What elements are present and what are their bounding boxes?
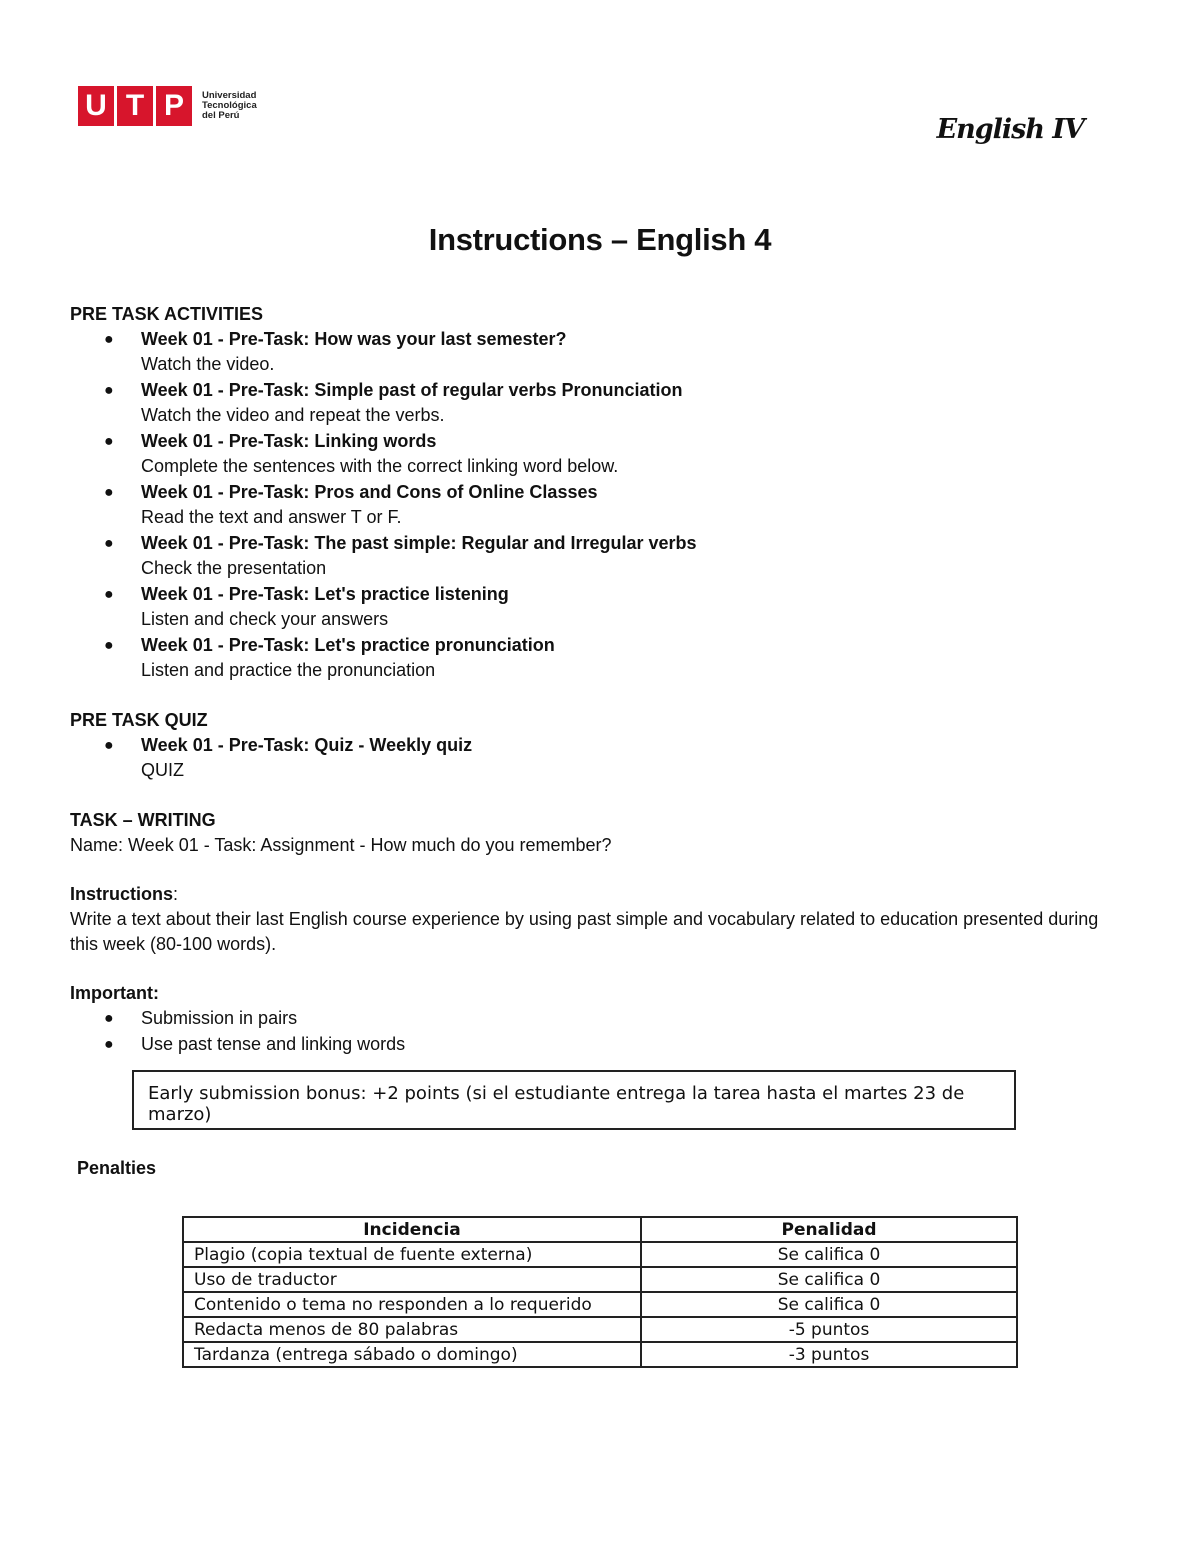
penalties-table: [182, 1216, 1018, 1368]
table-row: [183, 1267, 1017, 1292]
quiz-list: [70, 733, 1130, 783]
column-header: Penalidad: [641, 1217, 1017, 1242]
instructions-label: Instructions: [70, 884, 174, 904]
utp-logo-letters: [78, 86, 195, 126]
logo-university-name: [202, 91, 257, 121]
bullet-icon: ●: [104, 586, 114, 603]
bullet-icon: ●: [104, 1036, 114, 1053]
list-item: [70, 1006, 1130, 1031]
course-label: English IV: [936, 114, 1084, 145]
item-title: Week 01 - Pre-Task: Simple past of regular verbs Pronunciation: [141, 380, 683, 400]
table-header-row: [183, 1217, 1017, 1242]
bullet-icon: ●: [104, 484, 114, 501]
bullet-icon: ●: [104, 737, 114, 754]
bullet-icon: ●: [104, 1010, 114, 1027]
item-title: Week 01 - Pre-Task: Quiz - Weekly quiz: [141, 735, 473, 755]
item-title: Week 01 - Pre-Task: The past simple: Regular and Irregular verbs: [141, 533, 697, 553]
item-desc: Use past tense and linking words: [141, 1034, 406, 1054]
table-row: [183, 1342, 1017, 1367]
item-desc: Listen and practice the pronunciation: [141, 660, 436, 680]
penalties-heading: Penalties: [77, 1158, 157, 1178]
table-cell: Contenido o tema no responden a lo requerido: [183, 1292, 641, 1317]
item-title: Week 01 - Pre-Task: How was your last semester?: [141, 329, 567, 349]
list-item: [70, 633, 1130, 683]
bullet-icon: ●: [104, 535, 114, 552]
item-desc: Watch the video.: [141, 354, 275, 374]
pre-task-heading: PRE TASK ACTIVITIES: [70, 304, 264, 324]
table-row: [183, 1292, 1017, 1317]
task-heading: TASK – WRITING: [70, 810, 216, 830]
item-desc: Complete the sentences with the correct linking word below.: [141, 456, 619, 476]
list-item: [70, 733, 1130, 783]
item-desc: Listen and check your answers: [141, 609, 389, 629]
logo-letter: U: [78, 86, 114, 126]
table-cell: Plagio (copia textual de fuente externa): [183, 1242, 641, 1267]
item-desc: Watch the video and repeat the verbs.: [141, 405, 445, 425]
important-list: [70, 1006, 1130, 1057]
item-desc: Read the text and answer T or F.: [141, 507, 402, 527]
logo-line: Universidad: [202, 90, 257, 101]
item-desc: Check the presentation: [141, 558, 327, 578]
table-row: [183, 1317, 1017, 1342]
item-title: Week 01 - Pre-Task: Pros and Cons of Online Classes: [141, 482, 598, 502]
page-title: Instructions – English 4: [428, 222, 772, 257]
list-item: [70, 429, 1130, 479]
list-item: [70, 480, 1130, 530]
instructions-text: Write a text about their last English course experience by using past simple and vocabulary related to education presented during this week (80-100 words).: [70, 909, 1099, 954]
list-item: [70, 1032, 1130, 1057]
list-item: [70, 582, 1130, 632]
task-name: Name: Week 01 - Task: Assignment - How much do you remember?: [70, 835, 612, 855]
item-title: Week 01 - Pre-Task: Let's practice listening: [141, 584, 509, 604]
list-item: [70, 531, 1130, 581]
table-cell: Se califica 0: [641, 1242, 1017, 1267]
item-desc: Submission in pairs: [141, 1008, 298, 1028]
table-row: [183, 1242, 1017, 1267]
table-cell: Tardanza (entrega sábado o domingo): [183, 1342, 641, 1367]
list-item: [70, 378, 1130, 428]
utp-logo: [78, 86, 257, 126]
bullet-icon: ●: [104, 637, 114, 654]
logo-letter: P: [156, 86, 192, 126]
column-header: Incidencia: [183, 1217, 641, 1242]
table-cell: Se califica 0: [641, 1267, 1017, 1292]
logo-letter: T: [117, 86, 153, 126]
bullet-icon: ●: [104, 331, 114, 348]
item-title: Week 01 - Pre-Task: Let's practice pronunciation: [141, 635, 555, 655]
early-bonus-box: Early submission bonus: +2 points (si el estudiante entrega la tarea hasta el martes 23 de marzo): [132, 1070, 1016, 1130]
table-cell: -5 puntos: [641, 1317, 1017, 1342]
bullet-icon: ●: [104, 382, 114, 399]
important-label: Important:: [70, 983, 159, 1003]
table-cell: Redacta menos de 80 palabras: [183, 1317, 641, 1342]
quiz-heading: PRE TASK QUIZ: [70, 710, 208, 730]
item-desc: QUIZ: [141, 760, 184, 780]
table-cell: Se califica 0: [641, 1292, 1017, 1317]
bullet-icon: ●: [104, 433, 114, 450]
logo-line: del Perú: [202, 110, 240, 121]
list-item: [70, 327, 1130, 377]
logo-line: Tecnológica: [202, 100, 257, 111]
pre-task-list: [70, 327, 1130, 683]
table-cell: Uso de traductor: [183, 1267, 641, 1292]
document-body: PRE TASK ACTIVITIES ● Week 01 - Pre-Task: How was your last semester? Watch the video. ● Week 01 - Pre-Task: Simple past of regular verbs Pronunciation Watch the video and repeat the verbs. ● Week 01 - Pre-Task: Linking words Complete the sentences with the correct linking word below. ● Week 01 - Pre-Task: Pros and Cons of Online Classes Read the text and answer T or F. ● Week 01 - Pre-Task: The past simple: Regular and Irregular verbs Check the presentation ● Week 01 - Pre-Task: Let's practice listening Listen and check your answers ● Week 01 - Pre-Task: Let's practice pronunciation Listen and practice the pronunciation PRE TASK QUIZ ● Week 01 - Pre-Task: Quiz - Weekly quiz QUIZ TASK – WRITING Name: Week 01 - Task: Assignment - How much do you remember? Instructions: Write a text about their last English course experience by using past simple and vocabulary related to education presented during this week (80-100 words). Important: ● Submission in pairs ● Use past tense and linking words: [70, 302, 1130, 1058]
table-cell: -3 puntos: [641, 1342, 1017, 1367]
item-title: Week 01 - Pre-Task: Linking words: [141, 431, 437, 451]
